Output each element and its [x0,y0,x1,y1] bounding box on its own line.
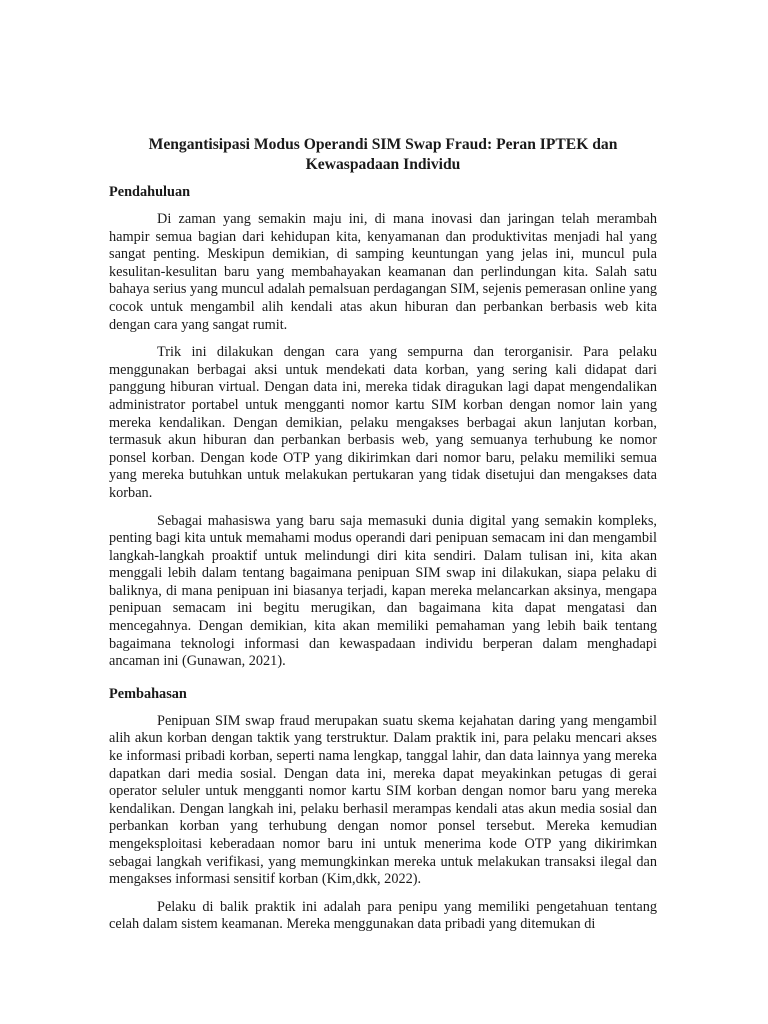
paragraph: Trik ini dilakukan dengan cara yang sempurna dan terorganisir. Para pelaku menggunakan berbagai aksi untuk mendekati data korban, yang sering kali didapat dari panggung hiburan virtual. Dengan data ini, mereka tidak diragukan lagi dapat mengendalikan administrator portabel untuk mengganti nomor kartu SIM korban dengan nomor lain yang mereka kendalikan. Dengan demikian, pelaku mengakses berbagai akun lanjutan korban, termasuk akun hiburan dan perbankan berbasis web, yang semuanya terhubung ke nomor ponsel korban. Dengan kode OTP yang dikirimkan dari nomor baru, pelaku memiliki semua yang mereka butuhkan untuk melakukan pertukaran yang tidak disetujui dan mengakses data korban. [109,344,657,501]
paragraph: Sebagai mahasiswa yang baru saja memasuki dunia digital yang semakin kompleks, penting bagi kita untuk memahami modus operandi dari penipuan semacam ini dan mengambil langkah-langkah proaktif untuk melindungi diri kita sendiri. Dalam tulisan ini, kita akan menggali lebih dalam tentang bagaimana penipuan SIM swap ini dilakukan, siapa pelaku di baliknya, di mana penipuan ini biasanya terjadi, kapan mereka melancarkan aksinya, mengapa penipuan semacam ini begitu merugikan, dan bagaimana kita dapat mengatasi dan mencegahnya. Dengan demikian, kita akan memiliki pemahaman yang lebih baik tentang bagaimana teknologi informasi dan kewaspadaan individu berperan dalam menghadapi ancaman ini (Gunawan, 2021). [109,512,657,670]
section-heading: Pendahuluan [109,184,191,200]
document-title: Mengantisipasi Modus Operandi SIM Swap Fraud: Peran IPTEK dan Kewaspadaan Individu [148,136,618,173]
section-pendahuluan [109,183,657,671]
paragraph: Di zaman yang semakin maju ini, di mana inovasi dan jaringan telah merambah hampir semua bagian dari kehidupan kita, kenyamanan dan produktivitas menjadi hal yang sangat penting. Meskipun demikian, di samping keuntungan yang jelas ini, muncul pula kesulitan-kesulitan baru yang membahayakan keamanan dan perlindungan kita. Salah satu bahaya serius yang muncul adalah pemalsuan perdagangan SIM, sejenis pemerasan online yang cocok untuk mengambil alih kendali atas akun hiburan dan perbankan berbasis web kita dengan cara yang sangat rumit. [109,211,657,333]
section-pembahasan [109,685,657,934]
document-page [109,135,657,944]
paragraph: Pelaku di balik praktik ini adalah para penipu yang memiliki pengetahuan tentang celah dalam sistem keamanan. Mereka menggunakan data pribadi yang ditemukan di [109,898,657,933]
paragraph: Penipuan SIM swap fraud merupakan suatu skema kejahatan daring yang mengambil alih akun korban dengan taktik yang terstruktur. Dalam praktik ini, para pelaku mencari akses ke informasi pribadi korban, seperti nama lengkap, tanggal lahir, dan data lainnya yang mereka dapatkan dari media sosial. Dengan data ini, mereka dapat meyakinkan petugas di gerai operator seluler untuk mengganti nomor kartu SIM korban dengan nomor baru yang mereka kendalikan. Dengan langkah ini, pelaku berhasil merampas kendali atas akun media sosial dan perbankan korban yang terhubung dengan nomor ponsel tersebut. Mereka kemudian mengeksploitasi keberadaan nomor baru ini untuk menerima kode OTP yang dikirimkan sebagai langkah verifikasi, yang memungkinkan mereka untuk melakukan transaksi ilegal dan mengakses informasi sensitif korban (Kim,dkk, 2022). [109,712,657,888]
section-heading: Pembahasan [109,685,187,702]
